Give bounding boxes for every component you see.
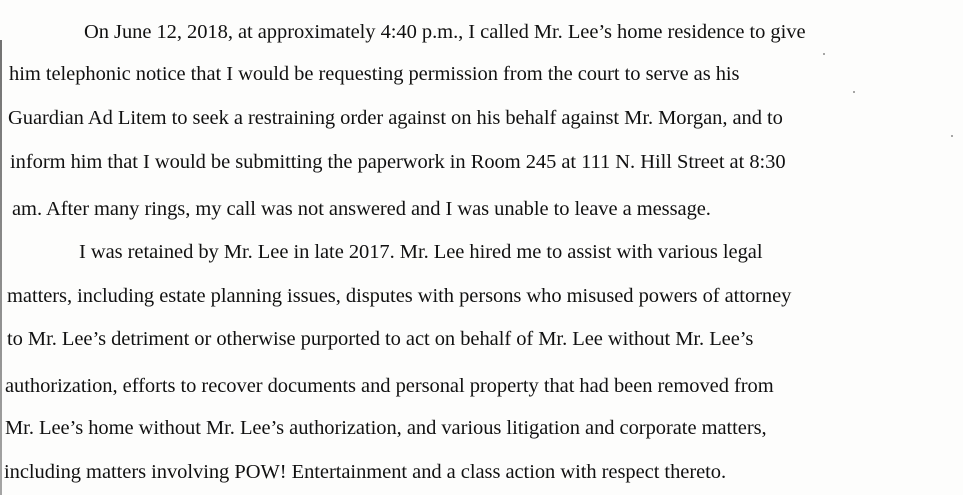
paragraph-2-line-1: I was retained by Mr. Lee in late 2017. Mr. Lee hired me to assist with various legal: [79, 241, 763, 263]
paragraph-1-line-3: Guardian Ad Litem to seek a restraining order against on his behalf against Mr. Morgan, and to: [8, 107, 783, 129]
paragraph-2-line-6: including matters involving POW! Entertainment and a class action with respect thereto.: [4, 461, 727, 483]
paragraph-1-line-2: him telephonic notice that I would be requesting permission from the court to serve as his: [9, 63, 740, 85]
paragraph-2-line-4: authorization, efforts to recover documents and personal property that had been removed from: [5, 375, 774, 397]
paragraph-1-line-5: am. After many rings, my call was not answered and I was unable to leave a message.: [12, 198, 711, 220]
scan-speck: [823, 53, 825, 55]
paragraph-1-line-1: On June 12, 2018, at approximately 4:40 p.m., I called Mr. Lee’s home residence to give: [84, 21, 806, 43]
paragraph-1-line-4: inform him that I would be submitting the paperwork in Room 245 at 111 N. Hill Street at 8:30: [10, 151, 786, 173]
paragraph-2-line-5: Mr. Lee’s home without Mr. Lee’s authorization, and various litigation and corporate matters,: [5, 417, 767, 439]
paragraph-2-line-2: matters, including estate planning issues, disputes with persons who misused powers of attorney: [7, 285, 792, 307]
paragraph-2-line-3: to Mr. Lee’s detriment or otherwise purported to act on behalf of Mr. Lee without Mr. Lee’s: [7, 328, 754, 350]
scan-margin-edge: [0, 40, 2, 495]
scan-speck: [951, 135, 953, 137]
scan-speck: [853, 91, 855, 93]
